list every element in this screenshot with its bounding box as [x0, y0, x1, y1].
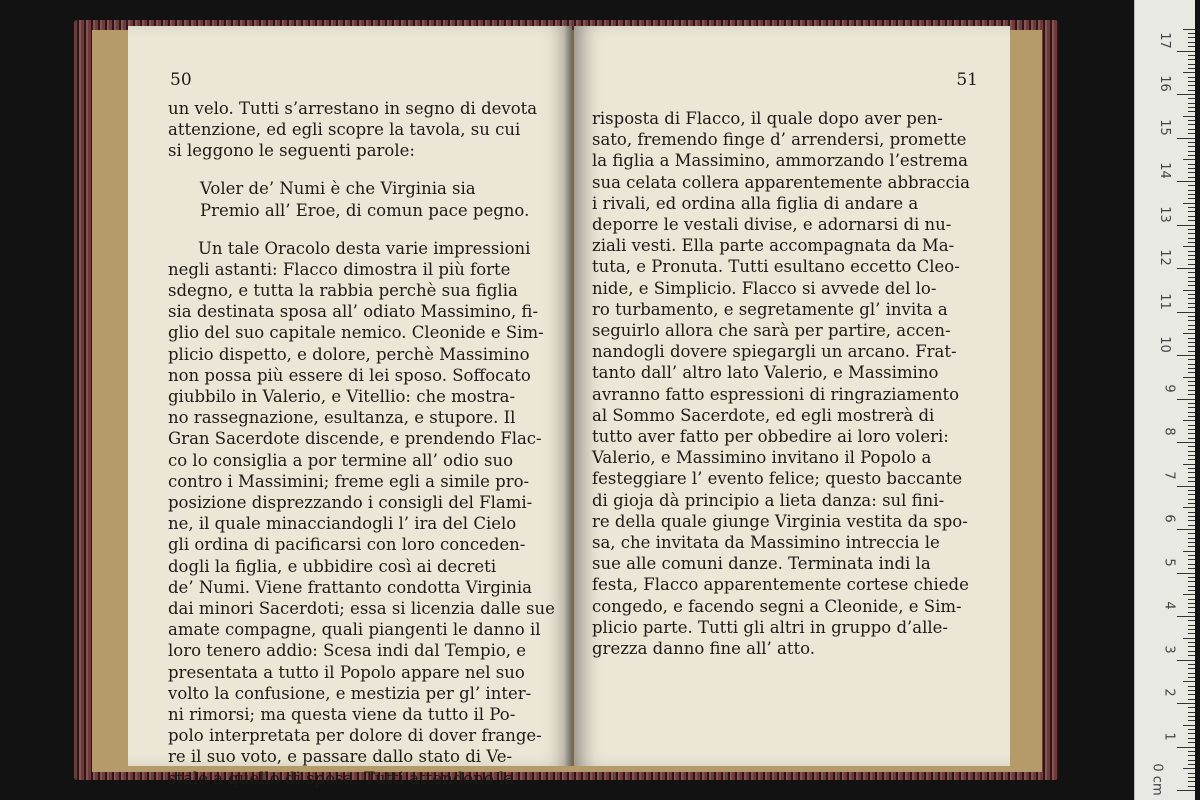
ruler-tick [1188, 651, 1195, 652]
ruler-tick [1188, 668, 1195, 669]
text-line: stale a quello di sposa. Tutti attendono la [168, 768, 515, 788]
ruler-tick [1188, 37, 1195, 38]
text-line: posizione disprezzando i consigli del Flami- [168, 493, 533, 513]
ruler-tick [1188, 481, 1195, 482]
ruler-tick [1188, 773, 1195, 774]
ruler-tick [1188, 390, 1195, 391]
ruler-tick [1188, 586, 1195, 587]
right-body-paragraph [592, 108, 990, 659]
ruler-tick [1188, 255, 1195, 256]
ruler-tick [1188, 564, 1195, 565]
ruler-tick [1188, 559, 1195, 560]
ruler-tick [1188, 242, 1195, 243]
text-line: contro i Massimini; freme egli a simile pro- [168, 471, 530, 491]
ruler-tick [1188, 46, 1195, 47]
text-line: al Sommo Sacerdote, ed egli mostrerà di [592, 405, 935, 425]
ruler-tick [1188, 516, 1195, 517]
text-line: amate compagne, quali piangenti le danno il [168, 620, 541, 640]
ruler-label: 4 [1161, 601, 1177, 610]
ruler-tick [1188, 264, 1195, 265]
text-line: Valerio, e Massimino invitano il Popolo a [592, 448, 932, 468]
ruler-tick [1188, 42, 1195, 43]
text-line: Un tale Oracolo desta varie impressioni [198, 238, 531, 258]
ruler-tick [1188, 124, 1195, 125]
ruler-tick [1188, 85, 1195, 86]
ruler-tick [1183, 116, 1195, 117]
ruler-tick [1183, 377, 1195, 378]
ruler-tick [1188, 538, 1195, 539]
ruler-tick [1183, 464, 1195, 465]
ruler-tick [1188, 494, 1195, 495]
text-line: ne, il quale minacciandogli l’ ira del Cielo [168, 514, 517, 534]
ruler-label: 5 [1161, 557, 1177, 567]
ruler-label: 10 [1157, 336, 1173, 353]
text-line: sia destinata sposa all’ odiato Massimino, fi- [168, 302, 539, 322]
ruler-tick [1188, 129, 1195, 130]
ruler-tick [1183, 507, 1195, 508]
text-line: tuta, e Pronuta. Tutti esultano eccetto Cleo- [592, 257, 960, 277]
ruler-tick [1183, 159, 1195, 160]
ruler-tick [1183, 768, 1195, 769]
ruler-tick [1188, 633, 1195, 634]
ruler-tick [1188, 677, 1195, 678]
text-line: sdegno, e tutta la rabbia perchè sua figlia [168, 281, 518, 301]
ruler-tick [1188, 372, 1195, 373]
text-line: non possa più essere di lei sposo. Soffocato [168, 365, 531, 385]
ruler-tick [1177, 138, 1195, 139]
text-line: presentata a tutto il Popolo appare nel suo [168, 662, 525, 682]
ruler-tick [1188, 133, 1195, 134]
ruler-tick [1188, 307, 1195, 308]
ruler-tick [1188, 733, 1195, 734]
ruler-tick [1188, 272, 1195, 273]
ruler-tick [1177, 660, 1195, 661]
ruler-tick [1188, 742, 1195, 743]
ruler-tick [1188, 446, 1195, 447]
ruler-tick [1188, 751, 1195, 752]
text-line: glio del suo capitale nemico. Cleonide e Sim- [168, 323, 544, 343]
text-line: de’ Numi. Viene frattanto condotta Virginia [168, 577, 532, 597]
ruler-tick [1188, 612, 1195, 613]
ruler-tick [1188, 211, 1195, 212]
text-line: tanto dall’ altro lato Valerio, e Massimino [592, 363, 939, 383]
text-line: ziali vesti. Ella parte accompagnata da Ma- [592, 236, 955, 256]
ruler-tick [1188, 673, 1195, 674]
left-page [128, 26, 572, 788]
text-line: dai minori Sacerdoti; essa si licenzia dalle sue [168, 599, 555, 619]
ruler-tick [1188, 194, 1195, 195]
ruler-tick [1183, 72, 1195, 73]
ruler-tick [1188, 603, 1195, 604]
text-line: loro tenero addio: Scesa indi dal Tempio, e [168, 641, 527, 661]
ruler-label: 1 [1161, 731, 1177, 741]
ruler-tick [1183, 594, 1195, 595]
ruler-tick [1188, 781, 1195, 782]
ruler-tick [1188, 325, 1195, 326]
ruler-tick [1188, 438, 1195, 439]
ruler-label: 12 [1157, 249, 1173, 266]
ruler-tick [1183, 638, 1195, 639]
ruler-tick [1188, 351, 1195, 352]
ruler-tick [1188, 364, 1195, 365]
ruler-tick [1188, 468, 1195, 469]
ruler-tick [1188, 607, 1195, 608]
text-line: ro turbamento, e segretamente gl’ invita a [592, 299, 948, 319]
ruler-tick [1177, 790, 1195, 791]
text-line: risposta di Flacco, il quale dopo aver pen- [592, 109, 943, 128]
left-page-number: 50 [170, 70, 192, 90]
left-body-paragraph [168, 238, 564, 789]
text-line: congedo, e facendo segni a Cleonide, e Sim- [592, 596, 962, 616]
ruler-tick [1188, 142, 1195, 143]
ruler-tick [1188, 412, 1195, 413]
ruler-tick [1188, 381, 1195, 382]
ruler-label: 3 [1161, 644, 1177, 654]
ruler-tick [1188, 433, 1195, 434]
ruler-tick [1177, 94, 1195, 95]
ruler-label: 0 cm [1149, 763, 1165, 796]
ruler-label: 15 [1157, 118, 1173, 136]
ruler-tick [1188, 499, 1195, 500]
text-line: si leggono le seguenti parole: [168, 141, 415, 161]
text-line: Gran Sacerdote discende, e prendendo Flac- [168, 429, 542, 449]
text-line: seguirlo allora che sarà per partire, accen- [592, 321, 951, 341]
text-line: re della quale giunge Virginia vestita da spo- [592, 511, 968, 531]
ruler-tick [1177, 51, 1195, 52]
ruler-tick [1188, 155, 1195, 156]
ruler-tick [1188, 64, 1195, 65]
text-line: no rassegnazione, esultanza, e stupore. Il [168, 408, 516, 428]
ruler-tick [1188, 198, 1195, 199]
ruler-tick [1188, 81, 1195, 82]
ruler-label: 13 [1157, 205, 1173, 223]
ruler-tick [1183, 551, 1195, 552]
ruler-tick [1188, 429, 1195, 430]
ruler-tick [1188, 542, 1195, 543]
ruler-tick [1188, 107, 1195, 108]
text-line: plicio parte. Tutti gli altri in gruppo d’alle- [592, 617, 948, 637]
ruler-tick [1188, 451, 1195, 452]
text-line: polo interpretata per dolore di dover frange- [168, 726, 542, 746]
text-line: la figlia a Massimino, ammorzando l’estrema [592, 151, 968, 171]
ruler-tick [1188, 777, 1195, 778]
ruler-tick [1188, 664, 1195, 665]
ruler-tick [1188, 294, 1195, 295]
ruler-tick [1188, 786, 1195, 787]
ruler-tick [1188, 316, 1195, 317]
ruler-tick [1188, 338, 1195, 339]
right-page-number: 51 [956, 70, 978, 90]
ruler-tick [1188, 455, 1195, 456]
right-page [574, 26, 1010, 766]
ruler-tick [1188, 320, 1195, 321]
ruler-tick [1177, 355, 1195, 356]
ruler-tick [1188, 168, 1195, 169]
ruler-tick [1188, 690, 1195, 691]
ruler-tick [1188, 259, 1195, 260]
ruler-label: 14 [1157, 162, 1173, 179]
ruler-tick [1177, 703, 1195, 704]
left-intro-paragraph [168, 98, 564, 162]
ruler-tick [1188, 490, 1195, 491]
ruler-tick [1188, 416, 1195, 417]
text-line: festeggiare l’ evento felice; questo baccante [592, 469, 963, 489]
left-page-text [168, 98, 564, 789]
ruler-tick [1188, 694, 1195, 695]
ruler-tick [1188, 590, 1195, 591]
ruler-tick [1188, 151, 1195, 152]
text-line: sato, fremendo finge d’ arrendersi, promette [592, 130, 967, 150]
ruler-label: 9 [1161, 383, 1177, 393]
text-line: plicio dispetto, e dolore, perchè Massimino [168, 344, 530, 364]
ruler-tick [1188, 716, 1195, 717]
ruler-tick [1188, 642, 1195, 643]
ruler-label: 6 [1161, 514, 1177, 523]
ruler-tick [1183, 420, 1195, 421]
text-line: un velo. Tutti s’arrestano in segno di devota [168, 99, 538, 118]
ruler-tick [1188, 459, 1195, 460]
ruler-tick [1188, 33, 1195, 34]
ruler-tick [1188, 738, 1195, 739]
ruler-tick [1177, 616, 1195, 617]
ruler-tick [1177, 747, 1195, 748]
text-line: avranno fatto espressioni di ringraziamento [592, 384, 960, 404]
ruler-tick [1188, 403, 1195, 404]
ruler-tick [1183, 29, 1195, 30]
ruler-tick [1183, 246, 1195, 247]
ruler-tick [1188, 686, 1195, 687]
ruler-tick [1188, 298, 1195, 299]
ruler-tick [1177, 573, 1195, 574]
ruler-tick [1188, 342, 1195, 343]
text-line: attenzione, ed egli scopre la tavola, su cui [168, 120, 521, 140]
text-line: negli astanti: Flacco dimostra il più forte [168, 259, 511, 279]
text-line: Voler de’ Numi è che Virginia sia [200, 178, 476, 198]
ruler-tick [1188, 346, 1195, 347]
ruler-tick [1188, 59, 1195, 60]
text-line: i rivali, ed ordina alla figlia di andare a [592, 193, 919, 213]
ruler-tick [1188, 394, 1195, 395]
ruler-tick [1188, 90, 1195, 91]
ruler-tick [1188, 229, 1195, 230]
text-line: festa, Flacco apparentemente cortese chiede [592, 575, 969, 595]
ruler-tick [1188, 655, 1195, 656]
ruler-tick [1188, 477, 1195, 478]
ruler-tick [1188, 285, 1195, 286]
ruler-tick [1188, 525, 1195, 526]
ruler-tick [1188, 629, 1195, 630]
ruler-tick [1188, 55, 1195, 56]
ruler-tick [1188, 120, 1195, 121]
text-line: nandogli dovere spiegargli un arcano. Frat- [592, 342, 957, 362]
text-line: deporre le vestali divise, e adornarsi di nu- [592, 215, 952, 235]
ruler-tick [1188, 190, 1195, 191]
ruler-tick [1188, 233, 1195, 234]
ruler-tick [1177, 312, 1195, 313]
ruler-tick [1188, 303, 1195, 304]
ruler-tick [1183, 681, 1195, 682]
ruler-tick [1188, 216, 1195, 217]
ruler-tick [1188, 407, 1195, 408]
ruler-tick [1183, 333, 1195, 334]
ruler-label: 2 [1161, 688, 1177, 697]
ruler-tick [1188, 425, 1195, 426]
ruler-tick [1188, 503, 1195, 504]
ruler-tick [1188, 251, 1195, 252]
ruler-tick [1188, 98, 1195, 99]
text-line: sa, che invitata da Massimino intreccia le [592, 533, 940, 553]
ruler-tick [1188, 729, 1195, 730]
ruler-tick [1177, 181, 1195, 182]
ruler-tick [1188, 520, 1195, 521]
ruler-tick [1188, 185, 1195, 186]
ruler-tick [1188, 755, 1195, 756]
text-line: giubbilo in Valerio, e Vitellio: che mostra- [168, 387, 516, 407]
text-line: tutto aver fatto per obbedire ai loro voleri: [592, 427, 949, 447]
ruler-label: 8 [1161, 427, 1177, 436]
ruler-tick [1188, 555, 1195, 556]
ruler-tick [1177, 225, 1195, 226]
ruler-tick [1188, 699, 1195, 700]
ruler-tick [1188, 512, 1195, 513]
ruler-tick [1188, 77, 1195, 78]
text-line: co lo consiglia a por termine all’ odio suo [168, 450, 514, 470]
text-line: grezza danno fine all’ atto. [592, 639, 816, 659]
ruler-tick [1188, 546, 1195, 547]
ruler-label: 7 [1161, 470, 1177, 480]
ruler-tick [1177, 486, 1195, 487]
ruler-tick [1183, 203, 1195, 204]
ruler-tick [1188, 472, 1195, 473]
measuring-ruler [1134, 0, 1195, 800]
ruler-tick [1177, 529, 1195, 530]
text-line: re il suo voto, e passare dallo stato di Ve- [168, 747, 513, 767]
ruler-tick [1188, 712, 1195, 713]
ruler-tick [1188, 625, 1195, 626]
text-line: ni rimorsi; ma questa viene da tutto il Po- [168, 705, 516, 725]
text-line: sua celata collera apparentemente abbraccia [592, 172, 970, 192]
text-line: sue alle comuni danze. Terminata indi la [592, 554, 931, 574]
ruler-tick [1188, 281, 1195, 282]
right-page-text [592, 108, 990, 659]
ruler-tick [1188, 68, 1195, 69]
oracle-verse [200, 178, 564, 222]
ruler-tick [1183, 725, 1195, 726]
ruler-tick [1188, 764, 1195, 765]
ruler-tick [1188, 568, 1195, 569]
text-line: gli ordina di pacificarsi con loro conceden- [168, 535, 526, 555]
ruler-tick [1188, 620, 1195, 621]
ruler-tick [1188, 707, 1195, 708]
ruler-tick [1188, 111, 1195, 112]
ruler-tick [1188, 646, 1195, 647]
ruler-tick [1177, 442, 1195, 443]
ruler-tick [1188, 533, 1195, 534]
ruler-tick [1188, 207, 1195, 208]
ruler-tick [1188, 177, 1195, 178]
text-line: nide, e Simplicio. Flacco si avvede del lo- [592, 278, 937, 298]
ruler-tick [1188, 172, 1195, 173]
ruler-tick [1188, 277, 1195, 278]
ruler-tick [1188, 385, 1195, 386]
text-line: Premio all’ Eroe, di comun pace pegno. [200, 200, 530, 220]
text-line: volto la confusione, e mestizia per gl’ inter- [168, 683, 532, 703]
ruler-label: 17 [1157, 31, 1173, 49]
ruler-tick [1188, 164, 1195, 165]
ruler-tick [1188, 368, 1195, 369]
ruler-tick [1183, 290, 1195, 291]
ruler-tick [1188, 103, 1195, 104]
ruler-tick [1177, 399, 1195, 400]
ruler-tick [1188, 329, 1195, 330]
ruler-label: 16 [1157, 75, 1173, 92]
ruler-tick [1188, 581, 1195, 582]
ruler-tick [1188, 146, 1195, 147]
text-line: dogli la figlia, e ubbidire così ai decreti [168, 556, 497, 576]
ruler-tick [1177, 268, 1195, 269]
ruler-tick [1188, 220, 1195, 221]
ruler-tick [1188, 720, 1195, 721]
ruler-label: 11 [1157, 292, 1173, 310]
ruler-tick [1188, 577, 1195, 578]
text-line: di gioja dà principio a lieta danza: sul fini- [592, 490, 945, 510]
ruler-tick [1188, 238, 1195, 239]
ruler-tick [1188, 760, 1195, 761]
ruler-tick [1188, 359, 1195, 360]
ruler-tick [1188, 599, 1195, 600]
